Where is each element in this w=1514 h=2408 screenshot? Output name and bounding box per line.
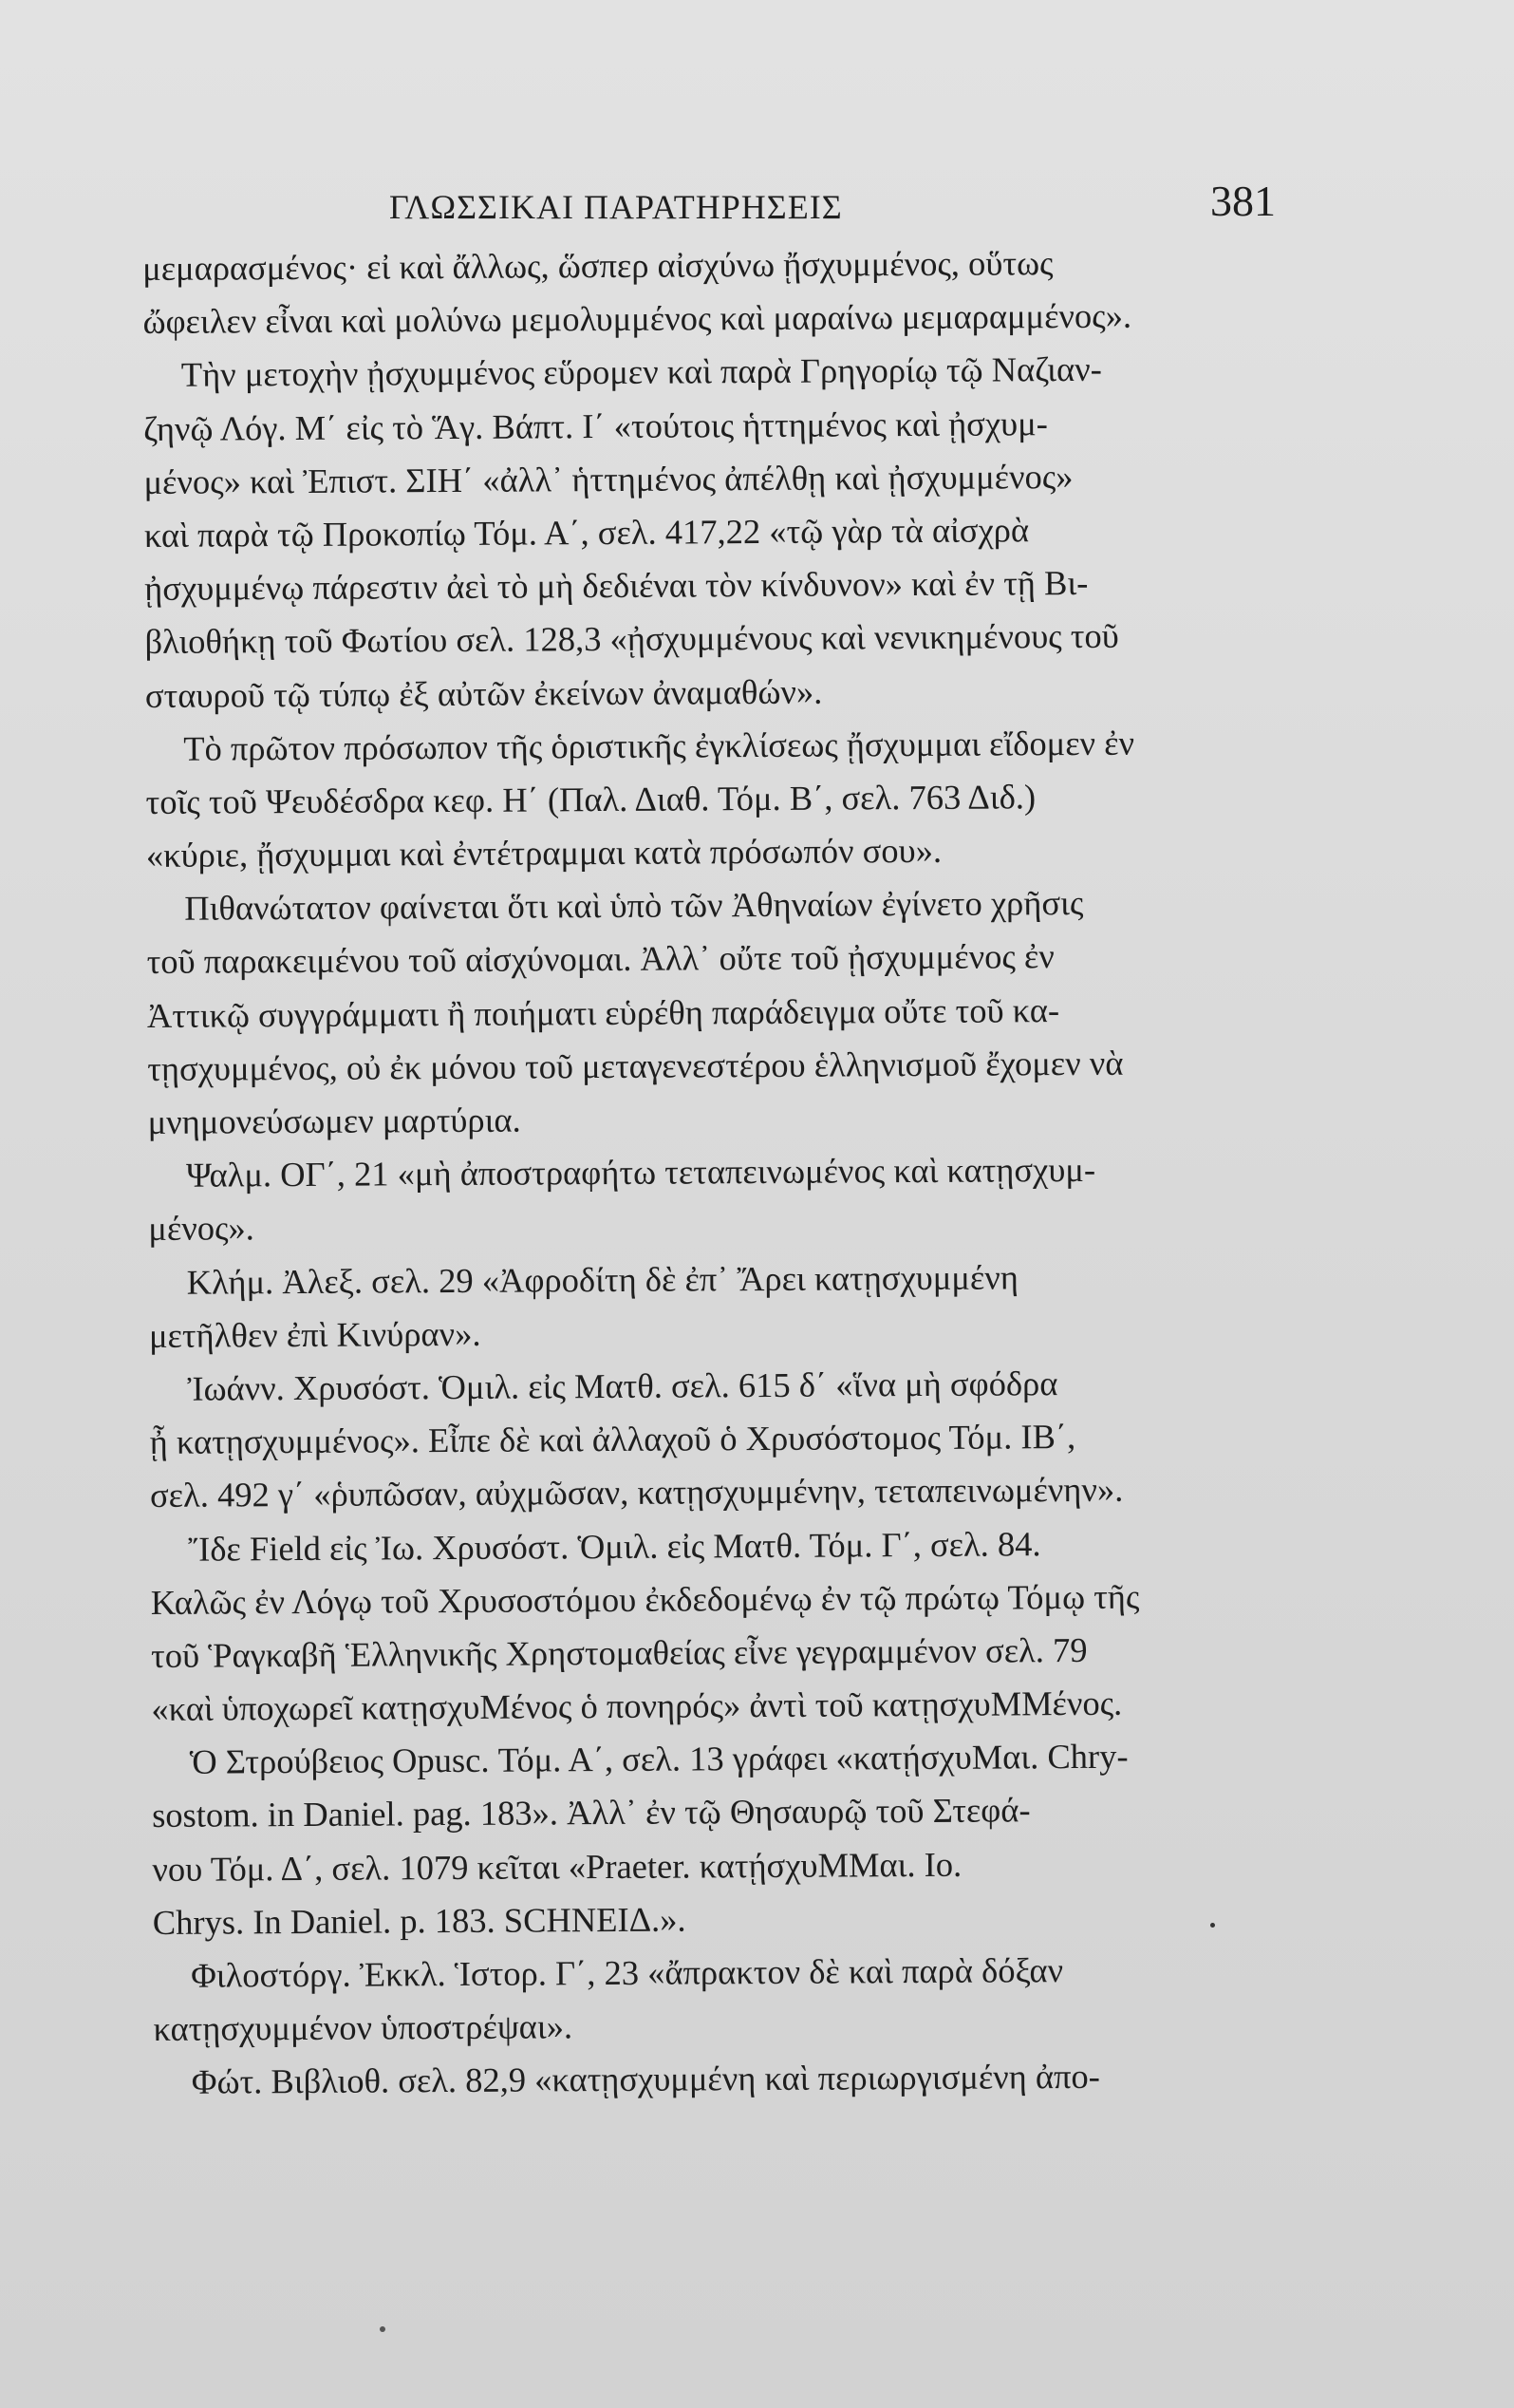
text-line: βλιοθήκῃ τοῦ Φωτίου σελ. 128,3 «ᾐσχυμμένους καὶ νενικημένους τοῦ: [144, 616, 1119, 662]
text-line: τοῖς τοῦ Ψευδέσδρα κεφ. Η΄ (Παλ. Διαθ. Τόμ. Β΄, σελ. 763 Διδ.): [145, 777, 1037, 821]
text-line: Ὁ Στρούβειος Opusc. Τόμ. Α΄, σελ. 13 γράφει «κατῄσχυΜαι. Chry-: [189, 1736, 1129, 1781]
text-line: τῃσχυμμένος, οὐ ἐκ μόνου τοῦ μεταγενεστέρου ἑλληνισμοῦ ἔχομεν νὰ: [147, 1043, 1124, 1088]
ink-speck: [1210, 1923, 1215, 1928]
text-line: Φώτ. Βιβλιοθ. σελ. 82,9 «κατῃσχυμμένη καὶ περιωργισμένη ἀπο-: [191, 2057, 1101, 2102]
page-number: 381: [1210, 177, 1276, 225]
text-line: τοῦ Ῥαγκαβῆ Ἑλληνικῆς Χρηστομαθείας εἶνε γεγραμμένον σελ. 79: [150, 1629, 1088, 1675]
text-line: Ψαλμ. ΟΓ΄, 21 «μὴ ἀποστραφήτω τεταπεινωμένος καὶ κατῃσχυμ-: [185, 1150, 1096, 1195]
text-line: Καλῶς ἐν Λόγῳ τοῦ Χρυσοστόμου ἐκδεδομένῳ ἐν τῷ πρώτῳ Τόμῳ τῆς: [150, 1576, 1140, 1622]
text-line: sostom. in Daniel. pag. 183». Ἀλλ᾽ ἐν τῷ Θησαυρῷ τοῦ Στεφά-: [151, 1790, 1031, 1835]
text-line: μένος».: [148, 1208, 254, 1249]
text-line: ᾖ κατῃσχυμμένος». Εἶπε δὲ καὶ ἀλλαχοῦ ὁ Χρυσόστομος Τόμ. ΙΒ΄,: [149, 1417, 1076, 1462]
body-text: [142, 235, 1293, 2110]
text-line: Φιλοστόργ. Ἐκκλ. Ἱστορ. Γ΄, 23 «ἄπρακτον δὲ καὶ παρὰ δόξαν: [191, 1950, 1064, 1995]
text-line: καὶ παρὰ τῷ Προκοπίῳ Τόμ. Α΄, σελ. 417,22 «τῷ γὰρ τὰ αἰσχρὰ: [143, 510, 1030, 555]
text-line: «καὶ ὑποχωρεῖ κατῃσχυΜένος ὁ πονηρός» ἀντὶ τοῦ κατῃσχυΜΜένος.: [151, 1683, 1123, 1729]
ink-speck: [380, 2326, 385, 2332]
text-line: σταυροῦ τῷ τύπῳ ἐξ αὐτῶν ἐκείνων ἀναμαθών».: [144, 671, 823, 715]
text-line: μεμαρασμένος· εἰ καὶ ἄλλως, ὥσπερ αἰσχύνω ᾔσχυμμένος, οὕτως: [142, 243, 1054, 288]
text-line: Τὸ πρῶτον πρόσωπον τῆς ὁριστικῆς ἐγκλίσεως ᾔσχυμμαι εἴδομεν ἐν: [183, 723, 1135, 768]
text-line: μένος» καὶ Ἐπιστ. ΣΙΗ΄ «ἀλλ᾽ ἡττημένος ἀπέλθῃ καὶ ᾐσχυμμένος»: [143, 456, 1074, 501]
text-line: τοῦ παρακειμένου τοῦ αἰσχύνομαι. Ἀλλ᾽ οὔτε τοῦ ᾐσχυμμένος ἐν: [146, 936, 1055, 982]
text-line: μνημονεύσωμεν μαρτύρια.: [147, 1100, 521, 1141]
text-line: Ἰωάνν. Χρυσόστ. Ὁμιλ. εἰς Ματθ. σελ. 615 δ΄ «ἵνα μὴ σφόδρα: [187, 1364, 1058, 1408]
text-line: ὤφειλεν εἶναι καὶ μολύνω μεμολυμμένος καὶ μαραίνω μεμαραμμένος».: [142, 295, 1132, 342]
text-line: νου Τόμ. Δ΄, σελ. 1079 κεῖται «Praeter. κατῄσχυΜΜαι. Io.: [152, 1844, 963, 1889]
text-line: Τὴν μετοχὴν ᾐσχυμμένος εὕρομεν καὶ παρὰ Γρηγορίῳ τῷ Ναζιαν-: [180, 349, 1102, 395]
text-line: Chrys. In Daniel. p. 183. SCHNEIΔ.».: [152, 1899, 686, 1942]
text-line: Πιθανώτατον φαίνεται ὅτι καὶ ὑπὸ τῶν Ἀθηναίων ἐγίνετο χρῆσις: [184, 883, 1084, 928]
text-line: σελ. 492 γ΄ «ῥυπῶσαν, αὐχμῶσαν, κατῃσχυμμένην, τεταπεινωμένην».: [149, 1470, 1124, 1515]
text-line: ᾐσχυμμένῳ πάρεστιν ἀεὶ τὸ μὴ δεδιέναι τὸν κίνδυνον» καὶ ἐν τῇ Βι-: [144, 563, 1089, 609]
text-line: μετῆλθεν ἐπὶ Κινύραν».: [148, 1313, 481, 1355]
text-line: Ἴδε Field εἰς Ἰω. Χρυσόστ. Ὁμιλ. εἰς Ματθ. Τόμ. Γ΄, σελ. 84.: [188, 1523, 1041, 1569]
text-line: «κύριε, ᾔσχυμμαι καὶ ἐντέτραμμαι κατὰ πρόσωπόν σου».: [145, 830, 943, 875]
text-line: ζηνῷ Λόγ. Μ΄ εἰς τὸ Ἅγ. Βάπτ. Ι΄ «τούτοις ἡττημένος καὶ ᾐσχυμ-: [143, 403, 1049, 448]
running-title: ΓΛΩΣΣΙΚΑΙ ΠΑΡΑΤΗΡΗΣΕΙΣ: [389, 188, 843, 226]
text-line: Κλήμ. Ἀλεξ. σελ. 29 «Ἀφροδίτη δὲ ἐπ᾽ Ἄρει κατῃσχυμμένη: [186, 1256, 1019, 1302]
text-line: κατῃσχυμμένον ὑποστρέψαι».: [153, 2006, 573, 2049]
page-header: [0, 176, 1514, 233]
text-line: Ἀττικῷ συγγράμματι ἢ ποιήματι εὑρέθη παράδειγμα οὔτε τοῦ κα-: [146, 989, 1060, 1035]
